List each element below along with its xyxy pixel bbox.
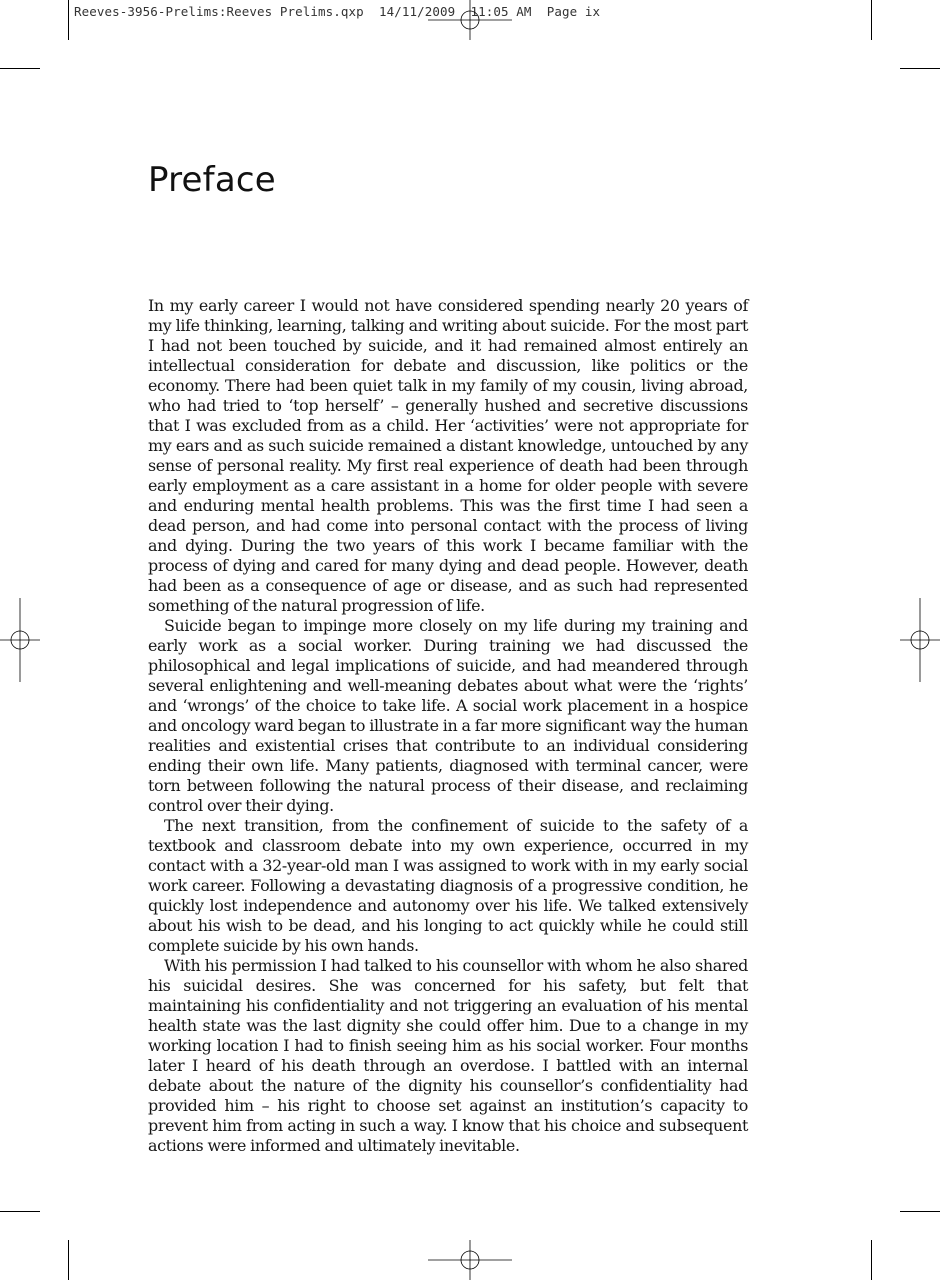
registration-mark-bottom [428,1240,512,1280]
registration-mark-top [428,0,512,40]
printer-slug-line: Reeves-3956-Prelims:Reeves Prelims.qxp 14/11/2009 11:05 AM Page ix [74,4,601,19]
registration-mark-right [900,598,940,682]
paragraph-2: Suicide began to impinge more closely on my life during my training and early work as a social worker. During training we had discussed the philosophical and legal implications of suicide, and had meandered through several enlightening and well-meaning debates about what were the ‘rights’ and ‘wrongs’ of the choice to take life. A social work placement in a hospice and oncology ward began to illustrate in a far more significant way the human realities and existential crises that contribute to an individual considering ending their own life. Many patients, diagnosed with terminal cancer, were torn between following the natural process of their disease, and reclaiming control over their dying. [148,616,748,815]
paragraph-1: In my early career I would not have considered spending nearly 20 years of my life thinking, learning, talking and writing about suicide. For the most part I had not been touched by suicide, and it had remained almost entirely an intellectual consideration for debate and discussion, like politics or the economy. There had been quiet talk in my family of my cousin, living abroad, who had tried to ‘top herself’ – generally hushed and secretive discussions that I was excluded from as a child. Her ‘activities’ were not appropriate for my ears and as such suicide remained a distant knowledge, untouched by any sense of personal reality. My first real experience of death had been through early employment as a care assistant in a home for older people with severe and enduring mental health problems. This was the first time I had seen a dead person, and had come into personal contact with the process of living and dying. During the two years of this work I became familiar with the process of dying and cared for many dying and dead people. However, death had been as a consequence of age or disease, and as such had represented something of the natural progression of life. [148,296,748,615]
page-title: Preface [148,160,276,200]
paragraph-3: The next transition, from the confinement of suicide to the safety of a textbook and classroom debate into my own experience, occurred in my contact with a 32-year-old man I was assigned to work with in my early social work career. Following a devastating diagnosis of a progressive condition, he quickly lost independence and autonomy over his life. We talked extensively about his wish to be dead, and his longing to act quickly while he could still complete suicide by his own hands. [148,816,748,955]
paragraph-4: With his permission I had talked to his counsellor with whom he also shared his suicidal desires. She was concerned for his safety, but felt that maintaining his confidentiality and not triggering an evaluation of his mental health state was the last dignity she could offer him. Due to a change in my working location I had to finish seeing him as his social worker. Four months later I heard of his death through an overdose. I battled with an internal debate about the nature of the dignity his counsellor’s confidentiality had provided him – his right to choose set against an institution’s capacity to prevent him from acting in such a way. I know that his choice and subsequent actions were informed and ultimately inevitable. [148,956,748,1155]
preface-body [148,296,748,1156]
crop-mark-top-left-vertical [68,0,69,40]
crop-mark-top-right-horizontal [900,68,940,69]
crop-mark-bottom-left-vertical [68,1240,69,1280]
registration-mark-left [0,598,40,682]
crop-mark-top-right-vertical [871,0,872,40]
crop-mark-top-left-horizontal [0,68,40,69]
crop-mark-bottom-right-horizontal [900,1211,940,1212]
crop-mark-bottom-right-vertical [871,1240,872,1280]
crop-mark-bottom-left-horizontal [0,1211,40,1212]
